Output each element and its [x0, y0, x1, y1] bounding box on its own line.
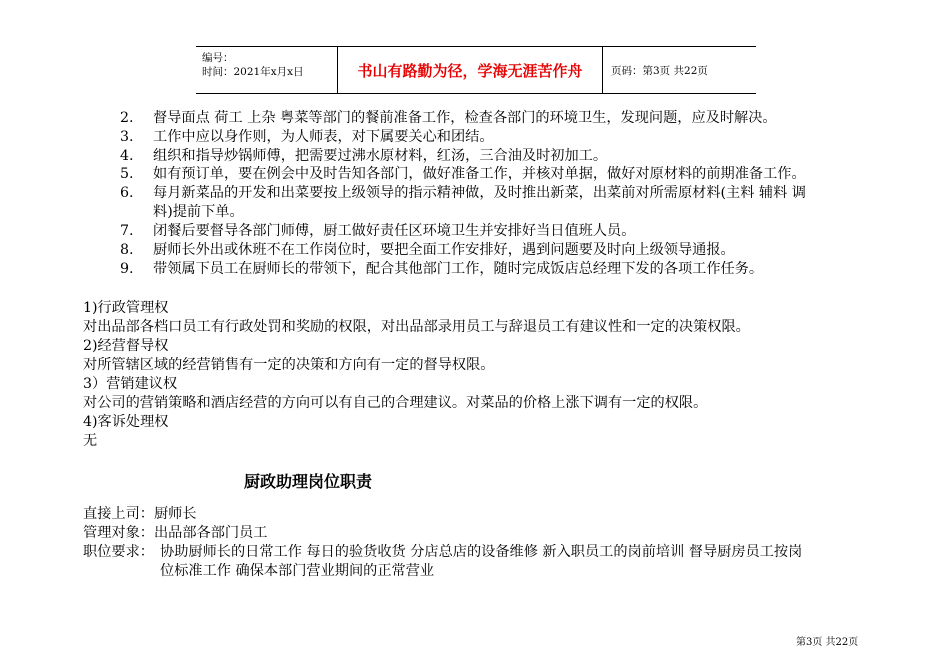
list-item: 4. 组织和指导炒锅师傅，把需要过沸水原材料，红汤，三合油及时初加工。 — [120, 148, 608, 164]
right-heading: 3）营销建议权 — [83, 376, 178, 392]
right-body: 对所管辖区域的经营销售有一定的决策和方向有一定的督导权限。 — [83, 357, 495, 373]
right-body: 对公司的营销策略和酒店经营的方向可以有自己的合理建议。对菜品的价格上涨下调有一定的权限。 — [83, 395, 708, 411]
right-body: 对出品部各档口员工有行政处罚和奖励的权限，对出品部录用员工与辞退员工有建议性和一定的决策权限。 — [83, 319, 750, 335]
right-heading: 2)经营督导权 — [83, 338, 169, 354]
page-header — [196, 46, 756, 94]
list-item: 6. 每月新菜品的开发和出菜要按上级领导的指示精神做，及时推出新菜，出菜前对所需原材料(主料 辅料 调 — [120, 185, 806, 201]
list-item: 5. 如有预订单，要在例会中及时告知各部门，做好准备工作，并核对单据，做好对原材料的前期准备工作。 — [120, 166, 806, 182]
list-item-continuation: 料)提前下单。 — [153, 204, 244, 220]
header-page-code: 页码：第3页 共22页 — [611, 64, 708, 77]
header-meta — [196, 47, 338, 93]
right-body: 无 — [83, 433, 98, 449]
list-item: 8. 厨师长外出或休班不在工作岗位时，要把全面工作安排好，遇到问题要及时向上级领导通报。 — [120, 242, 735, 258]
list-item: 7. 闭餐后要督导各部门师傅，厨工做好责任区环境卫生并安排好当日值班人员。 — [120, 223, 636, 239]
list-item: 9. 带领属下员工在厨师长的带领下，配合其他部门工作，随时完成饭店总经理下发的各项工作任务。 — [120, 261, 764, 277]
requirements-line: 位标准工作 确保本部门营业期间的正常营业 — [160, 563, 435, 579]
number-label: 编号： — [202, 52, 234, 64]
section-title: 厨政助理岗位职责 — [244, 472, 373, 491]
time-label: 时间：2021年x月x日 — [202, 66, 304, 78]
list-item: 3. 工作中应以身作则，为人师表，对下属要关心和团结。 — [120, 129, 494, 145]
requirements-label: 职位要求： — [83, 544, 154, 560]
right-heading: 1)行政管理权 — [83, 300, 169, 316]
managed-scope: 管理对象：出品部各部门员工 — [83, 525, 268, 541]
list-item: 2. 督导面点 荷工 上杂 粤菜等部门的餐前准备工作，检查各部门的环境卫生，发现问题，应及时解决。 — [120, 110, 777, 126]
direct-superior: 直接上司：厨师长 — [83, 506, 197, 522]
header-motto: 书山有路勤为径，学海无涯苦作舟 — [338, 47, 603, 93]
requirements-line: 协助厨师长的日常工作 每日的验货收货 分店总店的设备维修 新入职员工的岗前培训 督导厨房员工按岗 — [160, 544, 803, 560]
right-heading: 4)客诉处理权 — [83, 414, 169, 430]
page-footer: 第3页 共22页 — [796, 637, 859, 648]
